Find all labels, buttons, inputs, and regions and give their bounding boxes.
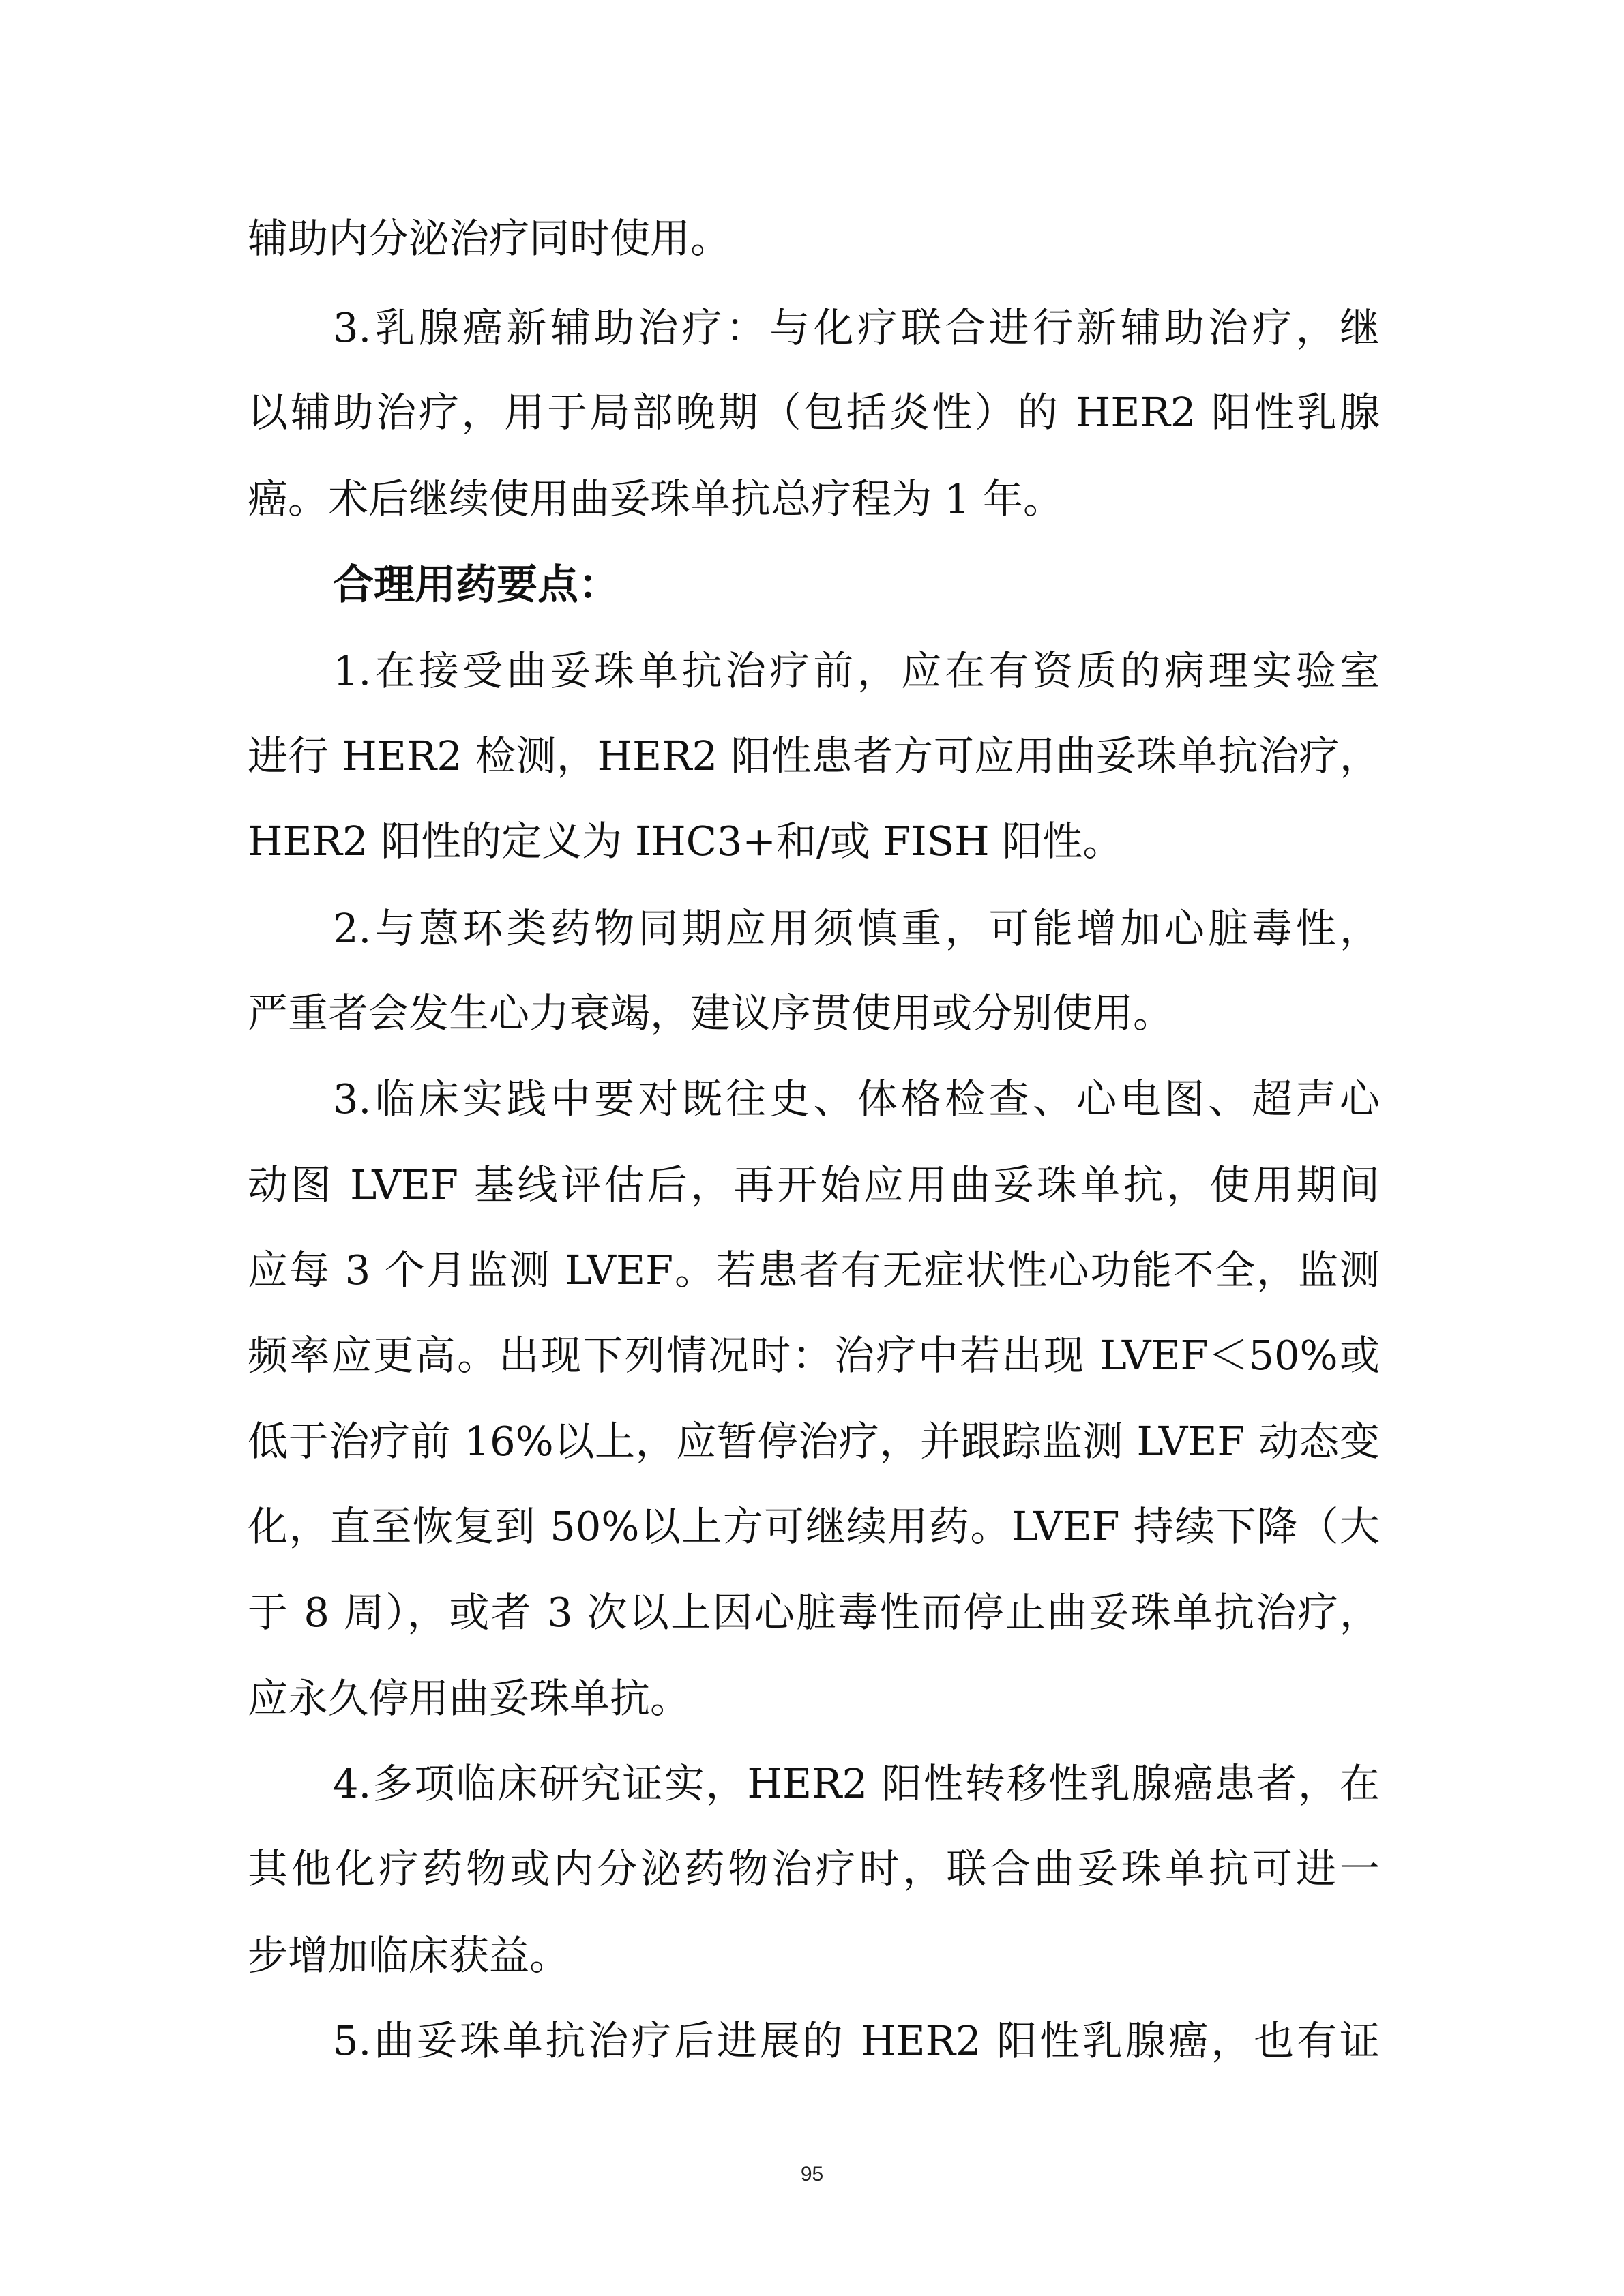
text-line: 4.多项临床研究证实，HER2 阳性转移性乳腺癌患者，在 bbox=[333, 1760, 1380, 1807]
text-line: HER2 阳性的定义为 IHC3+和/或 FISH 阳性。 bbox=[248, 818, 1123, 865]
text-line: 进行 HER2 检测，HER2 阳性患者方可应用曲妥珠单抗治疗， bbox=[248, 732, 1380, 779]
text-line: 2.与蒽环类药物同期应用须慎重，可能增加心脏毒性， bbox=[333, 905, 1380, 952]
text-line: 辅助内分泌治疗同时使用。 bbox=[248, 215, 731, 262]
text-line: 频率应更高。出现下列情况时：治疗中若出现 LVEF＜50%或 bbox=[248, 1332, 1380, 1379]
text-line: 癌。术后继续使用曲妥珠单抗总疗程为 1 年。 bbox=[248, 475, 1064, 522]
text-line: 化，直至恢复到 50%以上方可继续用药。LVEF 持续下降（大 bbox=[248, 1503, 1380, 1550]
text-line: 3.乳腺癌新辅助治疗：与化疗联合进行新辅助治疗，继 bbox=[333, 304, 1380, 351]
text-line: 5.曲妥珠单抗治疗后进展的 HER2 阳性乳腺癌，也有证 bbox=[333, 2017, 1380, 2064]
text-line: 应每 3 个月监测 LVEF。若患者有无症状性心功能不全，监测 bbox=[248, 1247, 1380, 1294]
text-line: 于 8 周），或者 3 次以上因心脏毒性而停止曲妥珠单抗治疗， bbox=[248, 1589, 1380, 1636]
page-number: 95 bbox=[800, 2163, 824, 2186]
section-heading: 合理用药要点： bbox=[333, 561, 619, 609]
text-line: 1.在接受曲妥珠单抗治疗前，应在有资质的病理实验室 bbox=[333, 647, 1380, 694]
text-line: 低于治疗前 16%以上，应暂停治疗，并跟踪监测 LVEF 动态变 bbox=[248, 1418, 1380, 1465]
text-line: 动图 LVEF 基线评估后，再开始应用曲妥珠单抗，使用期间 bbox=[248, 1161, 1380, 1208]
text-line: 步增加临床获益。 bbox=[248, 1932, 570, 1979]
text-line: 以辅助治疗，用于局部晚期（包括炎性）的 HER2 阳性乳腺 bbox=[248, 389, 1380, 436]
text-line: 3.临床实践中要对既往史、体格检查、心电图、超声心 bbox=[333, 1075, 1380, 1122]
text-line: 严重者会发生心力衰竭，建议序贯使用或分别使用。 bbox=[248, 989, 1174, 1037]
text-line: 应永久停用曲妥珠单抗。 bbox=[248, 1675, 691, 1722]
text-line: 其他化疗药物或内分泌药物治疗时，联合曲妥珠单抗可进一 bbox=[248, 1845, 1380, 1892]
